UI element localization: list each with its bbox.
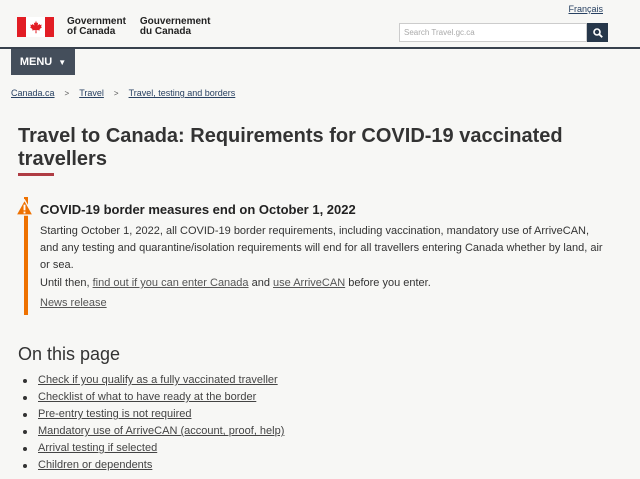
breadcrumb-link-travel-testing-borders[interactable]: Travel, testing and borders — [128, 88, 236, 98]
chevron-down-icon: ▼ — [58, 57, 67, 67]
breadcrumb-link-travel[interactable]: Travel — [79, 88, 104, 98]
toc-link-pre-entry-testing[interactable]: Pre-entry testing is not required — [38, 408, 192, 420]
bullet-icon — [23, 413, 27, 417]
search-button[interactable] — [587, 23, 608, 42]
bullet-icon — [23, 447, 27, 451]
signature-french: Gouvernement du Canada — [139, 16, 211, 37]
signature-english: Government of Canada — [67, 16, 126, 37]
warning-icon — [15, 199, 34, 216]
alert-text: before you enter. — [345, 277, 431, 289]
search-bar — [399, 23, 608, 42]
bullet-icon — [23, 430, 27, 434]
list-item — [23, 372, 284, 389]
government-signature[interactable] — [17, 17, 210, 37]
menu-button[interactable] — [11, 49, 75, 75]
breadcrumb-separator-icon: > — [113, 88, 119, 98]
list-item — [23, 457, 284, 474]
list-item — [23, 423, 284, 440]
alert-instructions — [40, 277, 431, 289]
toc-link-qualify[interactable]: Check if you qualify as a fully vaccinated traveller — [38, 374, 278, 386]
breadcrumb-separator-icon: > — [64, 88, 70, 98]
search-input[interactable] — [399, 23, 587, 42]
alert-text: and — [248, 277, 274, 289]
page-title: Travel to Canada: Requirements for COVID-19 vaccinated travellers — [18, 125, 563, 170]
toc-link-arrival-testing[interactable]: Arrival testing if selected — [38, 442, 158, 454]
find-out-if-you-can-enter-link[interactable]: find out if you can enter Canada — [92, 277, 249, 289]
toc-link-checklist[interactable]: Checklist of what to have ready at the border — [38, 391, 257, 403]
bullet-icon — [23, 464, 27, 468]
use-arrivecan-link[interactable]: use ArriveCAN — [273, 277, 346, 289]
toc-link-children[interactable]: Children or dependents — [38, 459, 153, 471]
language-toggle-link[interactable]: Français — [568, 4, 603, 14]
menu-label: MENU — [19, 56, 53, 68]
on-this-page-heading: On this page — [18, 344, 121, 364]
toc-link-arrivecan[interactable]: Mandatory use of ArriveCAN (account, proof, help) — [38, 425, 285, 437]
list-item — [23, 440, 284, 457]
header-divider — [0, 47, 640, 49]
breadcrumb — [11, 88, 235, 98]
bullet-icon — [23, 396, 27, 400]
breadcrumb-link-canada[interactable]: Canada.ca — [11, 88, 55, 98]
bullet-icon — [23, 379, 27, 383]
list-item — [23, 389, 284, 406]
alert-text: Until then, — [40, 277, 93, 289]
alert-body: Starting October 1, 2022, all COVID-19 border requirements, including vaccination, mandatory use of ArriveCAN, and any testing and quarantine/isolation requirements will end for all travellers entering Canada whether by land, air or sea. — [40, 225, 603, 271]
title-underline — [18, 173, 54, 176]
search-icon — [593, 28, 603, 38]
news-release-link[interactable]: News release — [40, 297, 107, 309]
list-item — [23, 406, 284, 423]
canada-flag-icon — [17, 17, 54, 37]
alert-title: COVID-19 border measures end on October 1, 2022 — [40, 202, 356, 217]
on-this-page-list — [23, 372, 284, 474]
